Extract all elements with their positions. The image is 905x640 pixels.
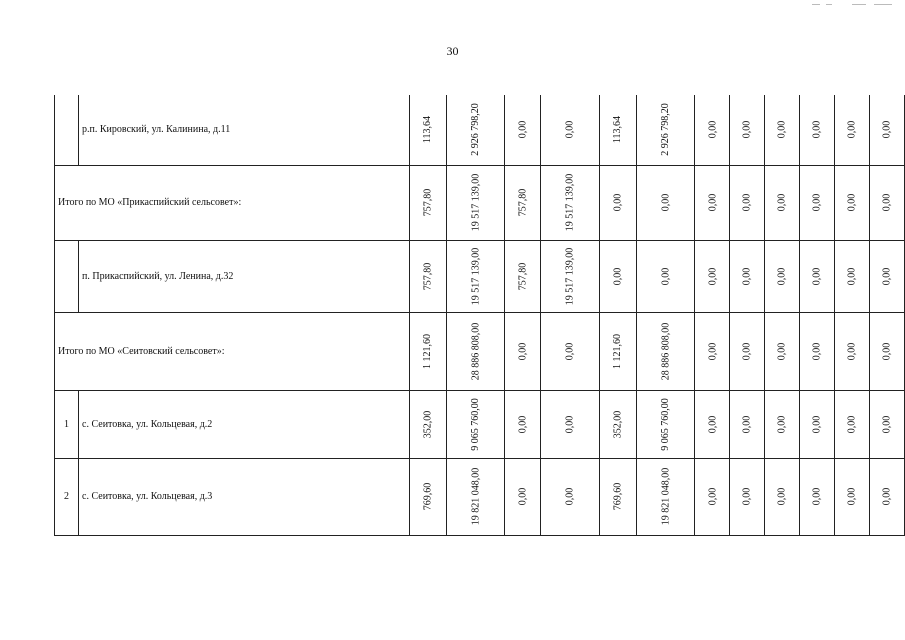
value-text: 757,80 bbox=[517, 262, 529, 290]
value-text: 0,00 bbox=[776, 193, 788, 212]
table-total-row bbox=[55, 165, 905, 240]
value-cell bbox=[409, 458, 446, 535]
value-text: 0,00 bbox=[706, 415, 718, 433]
value-cell bbox=[409, 240, 446, 312]
value-text: 0,00 bbox=[564, 342, 576, 360]
table-row bbox=[55, 390, 905, 458]
value-text: 19 517 139,00 bbox=[564, 173, 576, 232]
value-text: 0,00 bbox=[612, 267, 624, 285]
scan-speck bbox=[826, 4, 832, 5]
value-cell bbox=[765, 95, 800, 165]
value-text: 0,00 bbox=[846, 267, 858, 285]
value-cell bbox=[800, 240, 835, 312]
value-text: 0,00 bbox=[517, 121, 529, 139]
value-cell bbox=[409, 312, 446, 390]
value-text: 352,00 bbox=[422, 410, 434, 438]
value-text: 19 517 139,00 bbox=[470, 173, 482, 232]
value-cell bbox=[835, 390, 870, 458]
value-text: 2 926 798,20 bbox=[470, 103, 482, 156]
total-label: Итого по МО «Сеитовский сельсовет»: bbox=[55, 312, 410, 390]
value-cell bbox=[505, 240, 541, 312]
value-cell bbox=[599, 390, 636, 458]
value-cell bbox=[730, 240, 765, 312]
value-text: 0,00 bbox=[741, 415, 753, 433]
value-cell bbox=[765, 240, 800, 312]
value-cell bbox=[800, 95, 835, 165]
value-cell bbox=[409, 165, 446, 240]
value-cell bbox=[599, 95, 636, 165]
value-text: 0,00 bbox=[741, 342, 753, 360]
value-cell bbox=[541, 458, 600, 535]
value-text: 0,00 bbox=[706, 121, 718, 139]
value-cell bbox=[409, 390, 446, 458]
value-text: 0,00 bbox=[741, 193, 753, 212]
value-text: 0,00 bbox=[881, 342, 893, 360]
value-cell bbox=[541, 240, 600, 312]
address-cell: п. Прикаспийский, ул. Ленина, д.32 bbox=[79, 240, 410, 312]
value-cell bbox=[636, 458, 695, 535]
value-cell bbox=[409, 95, 446, 165]
value-text: 9 065 760,00 bbox=[660, 397, 672, 451]
value-cell bbox=[541, 95, 600, 165]
value-cell bbox=[636, 95, 695, 165]
value-cell bbox=[765, 165, 800, 240]
value-text: 0,00 bbox=[776, 342, 788, 360]
value-cell bbox=[505, 95, 541, 165]
value-text: 0,00 bbox=[517, 487, 529, 506]
value-text: 0,00 bbox=[881, 487, 893, 506]
value-cell bbox=[505, 165, 541, 240]
value-text: 0,00 bbox=[811, 121, 823, 139]
value-cell bbox=[730, 390, 765, 458]
value-text: 0,00 bbox=[741, 487, 753, 506]
value-cell bbox=[765, 312, 800, 390]
address-cell: р.п. Кировский, ул. Калинина, д.11 bbox=[79, 95, 410, 165]
value-cell bbox=[636, 165, 695, 240]
value-cell bbox=[869, 95, 904, 165]
value-text: 757,80 bbox=[422, 262, 434, 290]
value-text: 0,00 bbox=[612, 193, 624, 212]
value-cell bbox=[446, 240, 505, 312]
value-text: 0,00 bbox=[564, 415, 576, 433]
page-number: 30 bbox=[446, 44, 459, 58]
value-cell bbox=[869, 312, 904, 390]
value-cell bbox=[869, 165, 904, 240]
value-text: 0,00 bbox=[741, 121, 753, 139]
table-row bbox=[55, 95, 905, 165]
value-text: 0,00 bbox=[660, 193, 672, 212]
value-text: 0,00 bbox=[706, 342, 718, 360]
row-number bbox=[55, 95, 79, 165]
row-number: 1 bbox=[55, 390, 79, 458]
value-cell bbox=[800, 390, 835, 458]
value-text: 0,00 bbox=[811, 487, 823, 506]
value-cell bbox=[446, 458, 505, 535]
value-text: 0,00 bbox=[776, 487, 788, 506]
value-cell bbox=[505, 312, 541, 390]
value-text: 0,00 bbox=[846, 342, 858, 360]
value-text: 769,60 bbox=[422, 482, 434, 511]
value-cell bbox=[541, 165, 600, 240]
value-text: 0,00 bbox=[811, 342, 823, 360]
value-text: 2 926 798,20 bbox=[660, 103, 672, 156]
value-text: 1 121,60 bbox=[612, 333, 624, 369]
value-cell bbox=[730, 95, 765, 165]
value-text: 352,00 bbox=[612, 410, 624, 438]
value-cell bbox=[695, 240, 730, 312]
value-cell bbox=[695, 95, 730, 165]
value-text: 0,00 bbox=[881, 193, 893, 212]
value-text: 0,00 bbox=[881, 415, 893, 433]
value-text: 0,00 bbox=[846, 487, 858, 506]
table-row bbox=[55, 240, 905, 312]
value-text: 0,00 bbox=[706, 193, 718, 212]
value-text: 0,00 bbox=[811, 415, 823, 433]
value-cell bbox=[446, 312, 505, 390]
row-number: 2 bbox=[55, 458, 79, 535]
value-cell bbox=[599, 165, 636, 240]
row-number bbox=[55, 240, 79, 312]
value-cell bbox=[446, 95, 505, 165]
value-cell bbox=[695, 458, 730, 535]
value-cell bbox=[835, 165, 870, 240]
value-cell bbox=[695, 312, 730, 390]
value-cell bbox=[599, 458, 636, 535]
value-text: 0,00 bbox=[811, 267, 823, 285]
value-cell bbox=[446, 390, 505, 458]
value-cell bbox=[800, 458, 835, 535]
value-text: 0,00 bbox=[706, 487, 718, 506]
value-text: 0,00 bbox=[846, 193, 858, 212]
value-text: 0,00 bbox=[517, 342, 529, 360]
value-text: 0,00 bbox=[706, 267, 718, 285]
housing-fund-table bbox=[54, 95, 905, 536]
value-cell bbox=[835, 312, 870, 390]
value-cell bbox=[599, 240, 636, 312]
scan-speck bbox=[852, 4, 866, 5]
value-cell bbox=[636, 240, 695, 312]
address-cell: с. Сеитовка, ул. Кольцевая, д.2 bbox=[79, 390, 410, 458]
value-text: 1 121,60 bbox=[422, 333, 434, 369]
total-label: Итого по МО «Прикаспийский сельсовет»: bbox=[55, 165, 410, 240]
value-text: 0,00 bbox=[517, 415, 529, 433]
value-text: 0,00 bbox=[776, 415, 788, 433]
value-cell bbox=[695, 165, 730, 240]
address-cell: с. Сеитовка, ул. Кольцевая, д.3 bbox=[79, 458, 410, 535]
value-text: 0,00 bbox=[776, 121, 788, 139]
value-text: 0,00 bbox=[564, 487, 576, 506]
table-body bbox=[55, 95, 905, 535]
value-text: 19 517 139,00 bbox=[470, 247, 482, 305]
value-cell bbox=[835, 95, 870, 165]
value-text: 0,00 bbox=[741, 267, 753, 285]
value-text: 28 886 808,00 bbox=[660, 322, 672, 380]
value-text: 19 821 048,00 bbox=[660, 467, 672, 526]
value-cell bbox=[636, 312, 695, 390]
value-text: 0,00 bbox=[846, 415, 858, 433]
value-cell bbox=[869, 458, 904, 535]
value-text: 0,00 bbox=[564, 121, 576, 139]
value-text: 19 517 139,00 bbox=[564, 247, 576, 305]
value-cell bbox=[765, 390, 800, 458]
value-text: 0,00 bbox=[660, 267, 672, 285]
value-text: 0,00 bbox=[881, 121, 893, 139]
value-cell bbox=[869, 390, 904, 458]
value-text: 19 821 048,00 bbox=[470, 467, 482, 526]
scan-speck bbox=[874, 4, 892, 5]
value-cell bbox=[730, 312, 765, 390]
value-cell bbox=[636, 390, 695, 458]
value-text: 757,80 bbox=[422, 188, 434, 217]
value-cell bbox=[505, 390, 541, 458]
value-cell bbox=[541, 390, 600, 458]
value-text: 0,00 bbox=[776, 267, 788, 285]
value-cell bbox=[446, 165, 505, 240]
value-text: 113,64 bbox=[612, 116, 624, 144]
value-text: 0,00 bbox=[881, 267, 893, 285]
value-cell bbox=[599, 312, 636, 390]
value-cell bbox=[730, 458, 765, 535]
value-text: 9 065 760,00 bbox=[470, 397, 482, 451]
value-cell bbox=[695, 390, 730, 458]
value-cell bbox=[800, 312, 835, 390]
value-cell bbox=[835, 458, 870, 535]
value-cell bbox=[505, 458, 541, 535]
value-cell bbox=[765, 458, 800, 535]
scan-speck bbox=[812, 4, 820, 5]
value-text: 769,60 bbox=[612, 482, 624, 511]
value-text: 757,80 bbox=[517, 188, 529, 217]
table-total-row bbox=[55, 312, 905, 390]
value-cell bbox=[835, 240, 870, 312]
value-cell bbox=[800, 165, 835, 240]
table-row bbox=[55, 458, 905, 535]
value-cell bbox=[541, 312, 600, 390]
value-text: 0,00 bbox=[846, 121, 858, 139]
value-text: 0,00 bbox=[811, 193, 823, 212]
value-text: 113,64 bbox=[422, 116, 434, 144]
value-text: 28 886 808,00 bbox=[470, 322, 482, 380]
value-cell bbox=[730, 165, 765, 240]
value-cell bbox=[869, 240, 904, 312]
